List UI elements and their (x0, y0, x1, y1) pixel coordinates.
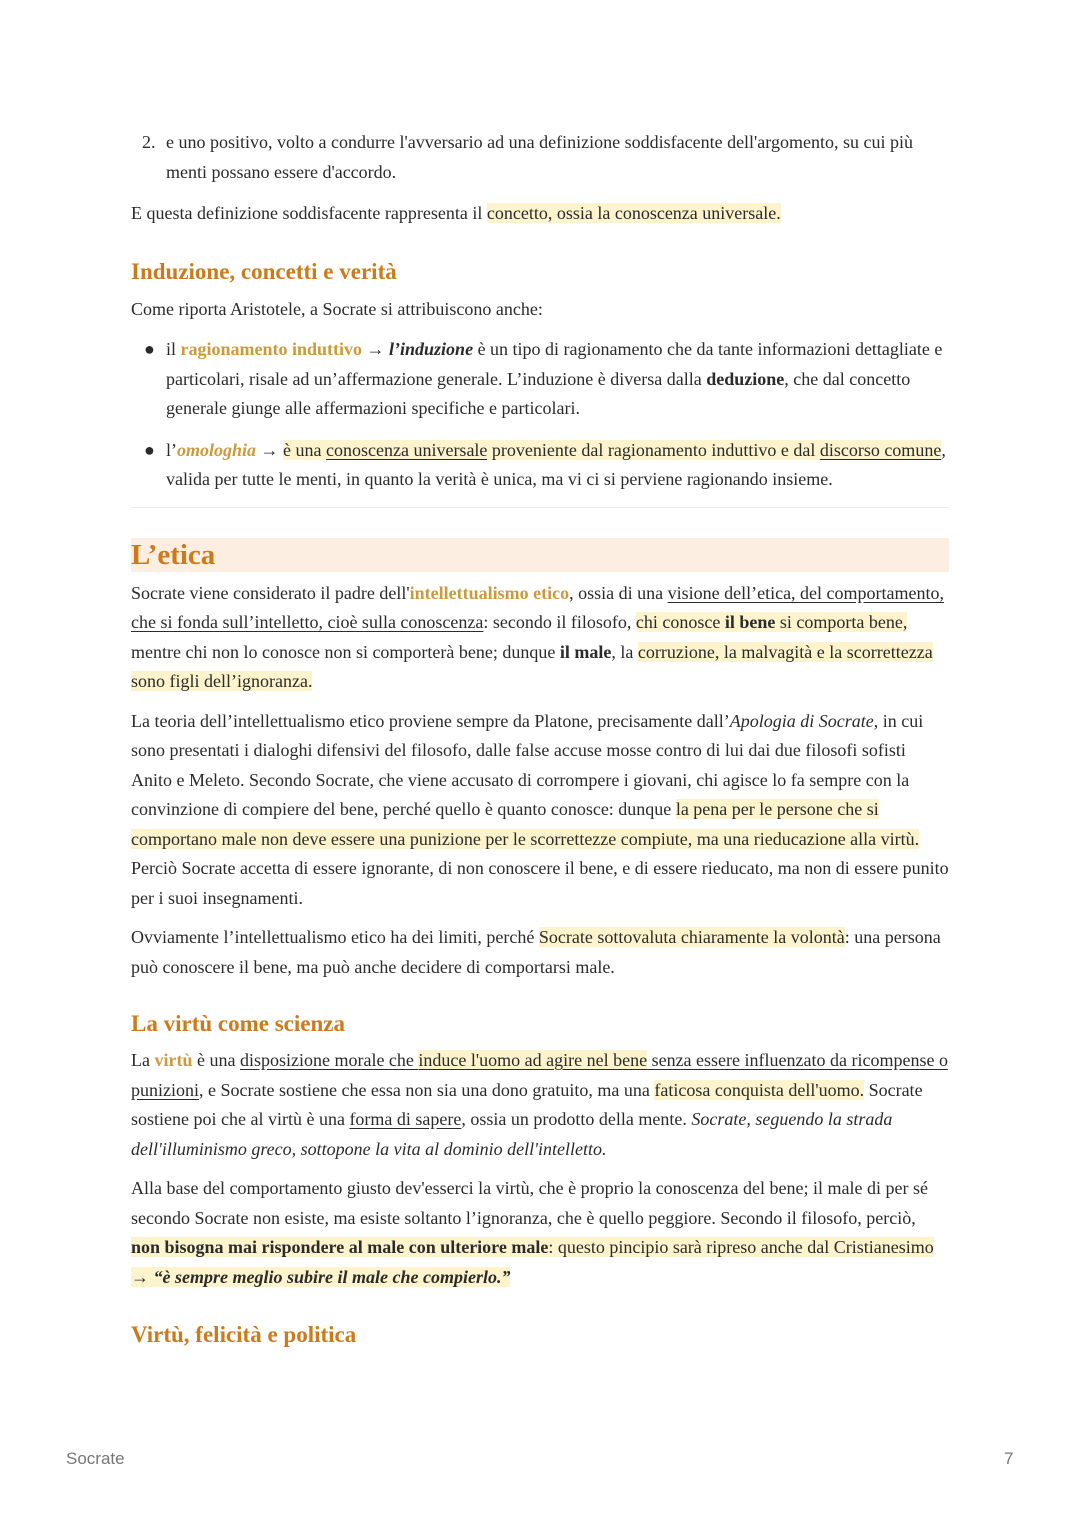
highlight: : questo pincipio sarà ripreso anche dal Cristianesimo → (131, 1237, 934, 1287)
text: il (166, 339, 181, 359)
text: l’ (166, 439, 177, 460)
underlined-highlight: induce l'uomo ad agire nel bene (418, 1050, 648, 1070)
text: , che dal concetto generale giunge alle affermazioni specifiche e particolari. (166, 368, 911, 418)
paragraph-etica-2 (131, 707, 949, 914)
text: è una (192, 1050, 240, 1070)
highlight: proveniente dal ragionamento induttivo e dal (487, 439, 820, 460)
arrow-icon: → (362, 339, 390, 359)
keyword: ragionamento induttivo (180, 339, 363, 359)
text: Perciò Socrate accetta di essere ignorante, di non conoscere il bene, e di essere rieducato, ma non di essere punito per i suoi insegnamenti. (131, 858, 949, 908)
footer-title: Socrate (66, 1449, 125, 1468)
text: E questa definizione soddisfacente rappresenta il (131, 203, 487, 223)
text: Alla base del comportamento giusto dev'esserci la virtù, che è proprio la conoscenza del bene; il male di per sé secondo Socrate non esiste, ma esiste soltanto l’ignoranza, che è quello peggiore. Secondo il filosofo, perciò, (131, 1178, 928, 1228)
heading-induzione: Induzione, concetti e verità (131, 258, 397, 284)
bullet-icon: ● (144, 439, 155, 460)
page-number: 7 (1004, 1449, 1014, 1468)
text: , e Socrate sostiene che essa non sia una dono gratuito, ma una (199, 1079, 655, 1100)
highlight: si comporta bene, (775, 612, 908, 632)
text: Socrate sostiene poi che al virtù è una (131, 1079, 923, 1129)
text: , ossia di una (569, 582, 668, 603)
text: , valida per tutte le menti, in quanto la verità è unica, ma vi ci si perviene ragionando insieme. (166, 439, 946, 489)
quote: “è sempre meglio subire il male che compierlo.” (153, 1266, 511, 1287)
underlined-text: forma di sapere (349, 1109, 462, 1129)
list-item (131, 335, 949, 424)
bold-highlight: non bisogna mai rispondere al male con ulteriore male (131, 1237, 549, 1257)
text: Ovviamente l’intellettualismo etico ha dei limiti, perché (131, 927, 539, 947)
text: è un tipo di ragionamento che da tante informazioni dettagliate e particolari, risale ad un’affermazione generale. L’induzione è diversa dalla (166, 339, 943, 389)
text: , ossia un prodotto della mente. (461, 1109, 692, 1129)
list-item-text: e uno positivo, volto a condurre l'avversario ad una definizione soddisfacente dell'argomento, su cui più menti possano essere d'accordo. (166, 132, 913, 182)
keyword: virtù (154, 1050, 193, 1070)
paragraph-etica-3 (131, 923, 949, 982)
text: La teoria dell’intellettualismo etico proviene sempre da Platone, precisamente dall’ (131, 710, 730, 731)
highlight: Socrate sottovaluta chiaramente la volontà (538, 927, 845, 947)
highlight: faticosa conquista dell'uomo. (654, 1079, 865, 1100)
heading-politica: Virtù, felicità e politica (131, 1322, 357, 1347)
bold-highlight: il bene (724, 612, 776, 632)
heading-etica: L’etica (131, 538, 949, 572)
text: Socrate viene considerato il padre dell' (131, 582, 410, 603)
highlight: corruzione, la malvagità e la scorrettezza sono figli dell’ignoranza. (131, 641, 933, 691)
underlined-text: visione dell’etica, del comportamento, che si fonda sull’intelletto, cioè sulla conoscenza (131, 582, 945, 632)
highlight: concetto, ossia la conoscenza universale. (486, 203, 781, 223)
text: : una persona può conoscere il bene, ma può anche decidere di comportarsi male. (131, 927, 941, 977)
term: l’induzione (389, 339, 474, 359)
page-content (131, 128, 949, 1350)
list-item (131, 436, 949, 495)
paragraph-etica-1 (131, 579, 949, 697)
keyword: omologhia (177, 439, 257, 460)
arrow-icon: → (256, 439, 284, 460)
underlined-highlight: discorso comune (819, 439, 942, 460)
bold-term: deduzione (706, 368, 785, 389)
keyword: intellettualismo etico (409, 582, 570, 603)
highlight: è una (283, 439, 326, 460)
highlight: chi conosce (635, 612, 725, 632)
bullet-icon: ● (144, 339, 155, 359)
bullet-list (131, 335, 949, 495)
paragraph-definition (131, 199, 949, 229)
italic-text: Socrate, seguendo la strada dell'illuminismo greco, sottopone la vita al dominio dell'intelletto. (131, 1109, 893, 1159)
underlined-highlight: conoscenza universale (326, 439, 488, 460)
paragraph-aristotele: Come riporta Aristotele, a Socrate si attribuiscono anche: (131, 298, 543, 319)
ordered-list-item (131, 128, 949, 187)
bold-term: il male (559, 641, 612, 662)
underlined-text: senza essere influenzato da ricompense o punizioni (131, 1050, 948, 1100)
text: : secondo il filosofo, (483, 612, 636, 632)
paragraph-virtu-2 (131, 1174, 949, 1292)
highlight: la pena per le persone che si comportano male non deve essere una punizione per le scorrettezze compiute, ma una rieducazione alla virtù. (131, 799, 920, 849)
heading-virtu: La virtù come scienza (131, 1011, 345, 1036)
text: La (131, 1050, 155, 1070)
italic-title: Apologia di Socrate (729, 710, 874, 731)
text: mentre chi non lo conosce non si comporterà bene; dunque (131, 641, 560, 662)
paragraph-virtu-1 (131, 1046, 949, 1164)
divider (131, 507, 949, 508)
list-number: 2. (142, 132, 156, 152)
underlined-text: disposizione morale che (239, 1050, 419, 1070)
text: , in cui sono presentati i dialoghi difensivi del filosofo, dalle false accuse mosse contro di lui dai due filosofi sofisti Anito e Meleto. Secondo Socrate, che viene accusato di corrompere i giovani, chi agisce lo fa sempre con la convinzione di compiere del bene, perché quello è quanto conosce: dunque (131, 710, 924, 819)
text: , la (611, 641, 638, 662)
